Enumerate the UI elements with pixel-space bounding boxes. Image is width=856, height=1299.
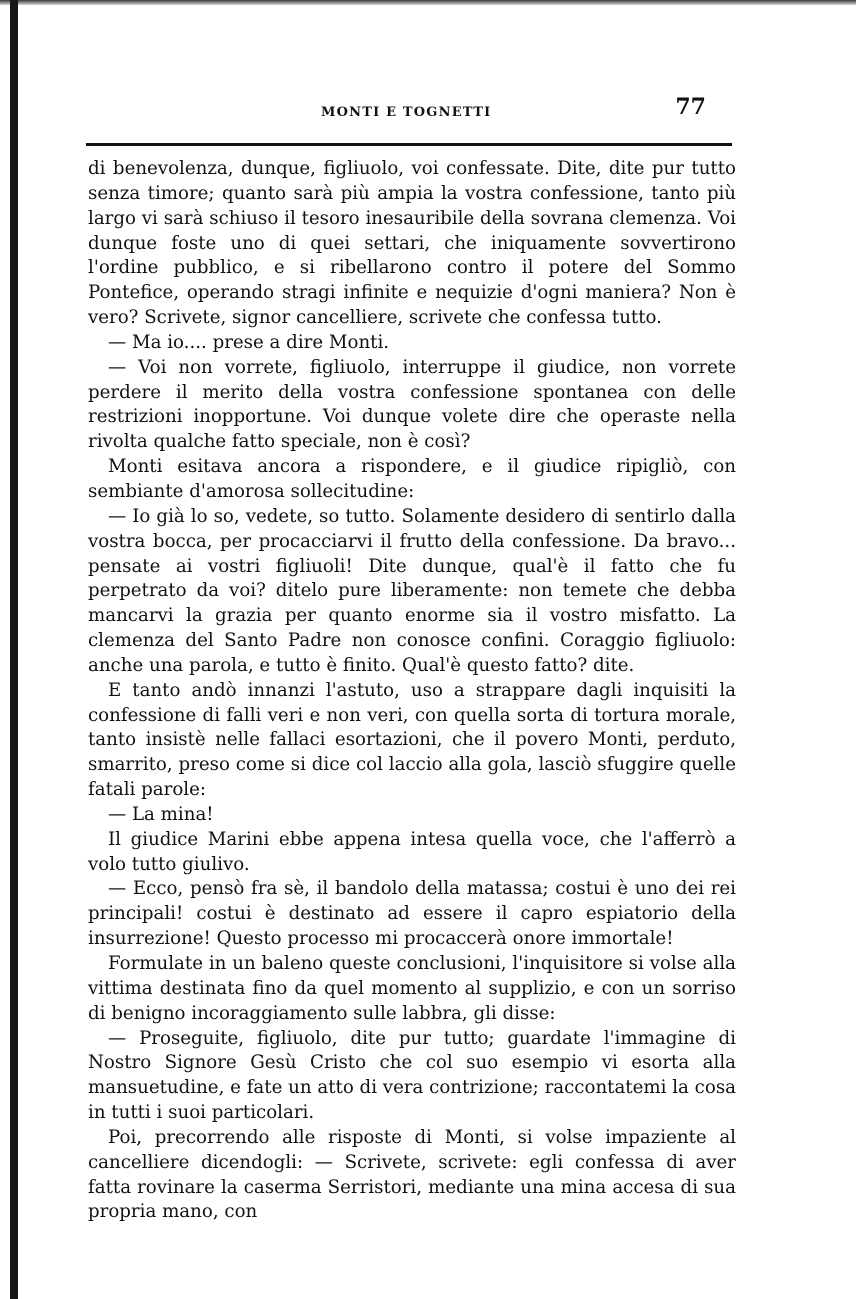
paragraph-4: Monti esitava ancora a rispondere, e il giudice ripigliò, con sembiante d'amorosa sollecitudine: — [88, 456, 736, 502]
body-text — [88, 157, 736, 1225]
paragraph-9: — Ecco, pensò fra sè, il bandolo della matassa; costui è uno dei rei principali! costui è destinato ad essere il capro espiatorio della insurrezione! Questo processo mi procaccerà onore immortale! — [88, 878, 736, 950]
page-number: 77 — [675, 94, 706, 120]
paragraph-7: — La mina! — [108, 803, 214, 825]
running-head: MONTI E TOGNETTI — [321, 105, 492, 120]
paragraph-10: Formulate in un baleno queste conclusioni, l'inquisitore si volse alla vittima destinata fino da quel momento al supplizio, e con un sorriso di benigno incoraggiamento sulle labbra, gli disse: — [88, 953, 736, 1024]
paragraph-5: — Io già lo so, vedete, so tutto. Solamente desidero di sentirlo dalla vostra bocca, per procacciarvi il frutto della confessione. Da bravo... pensate ai vostri figliuoli! Dite dunque, qual'è il fatto che fu perpetrato da voi? ditelo pure liberamente: non temete che debba mancarvi la grazia per quanto enorme sia il vostro misfatto. La clemenza del Santo Padre non conosce confini. Coraggio figliuolo: anche una parola, e tutto è finito. Qual'è questo fatto? dite. — [88, 505, 736, 676]
paragraph-1: di benevolenza, dunque, figliuolo, voi confessate. Dite, dite pur tutto senza timore; quanto sarà più ampia la vostra confessione, tanto più largo vi sarà schiuso il tesoro inesauribile della sovrana clemenza. Voi dunque foste uno di quei settari, che iniquamente sovvertirono l'ordine pubblico, e si ribellarono contro il potere del Sommo Pontefice, operando stragi infinite e nequizie d'ogni maniera? Non è vero? Scrivete, signor cancelliere, scrivete che confessa tutto. — [88, 158, 736, 329]
paragraph-8: Il giudice Marini ebbe appena intesa quella voce, che l'afferrò a volo tutto giulivo. — [88, 828, 736, 875]
paragraph-6: E tanto andò innanzi l'astuto, uso a strappare dagli inquisiti la confessione di falli veri e non veri, con quella sorta di tortura morale, tanto insistè nelle fallaci esortazioni, che il povero Monti, perduto, smarrito, preso come si dice col laccio alla gola, lasciò sfuggire quelle fatali parole: — [88, 679, 736, 801]
scan-top-edge — [0, 0, 856, 5]
paragraph-2: — Ma io.... prese a dire Monti. — [108, 331, 390, 353]
paragraph-12: Poi, precorrendo alle risposte di Monti, si volse impaziente al cancelliere dicendogli: — Scrivete, scrivete: egli confessa di aver fatta rovinare la caserma Serristori, mediante una mina accesa di sua propria mano, con — [88, 1126, 736, 1223]
paragraph-11: — Proseguite, figliuolo, dite pur tutto; guardate l'immagine di Nostro Signore Gesù Cristo che col suo esempio vi esorta alla mansuetudine, e fate un atto di vera contrizione; raccontatemi la cosa in tutti i suoi particolari. — [88, 1027, 736, 1124]
paragraph-3: — Voi non vorrete, figliuolo, interruppe il giudice, non vorrete perdere il merito della vostra confessione spontanea con delle restrizioni inopportune. Voi dunque volete dire che operaste nella rivolta qualche fatto speciale, non è così? — [88, 356, 736, 453]
header-rule — [86, 143, 732, 146]
page-header — [86, 92, 736, 122]
scan-left-edge — [10, 0, 18, 1299]
